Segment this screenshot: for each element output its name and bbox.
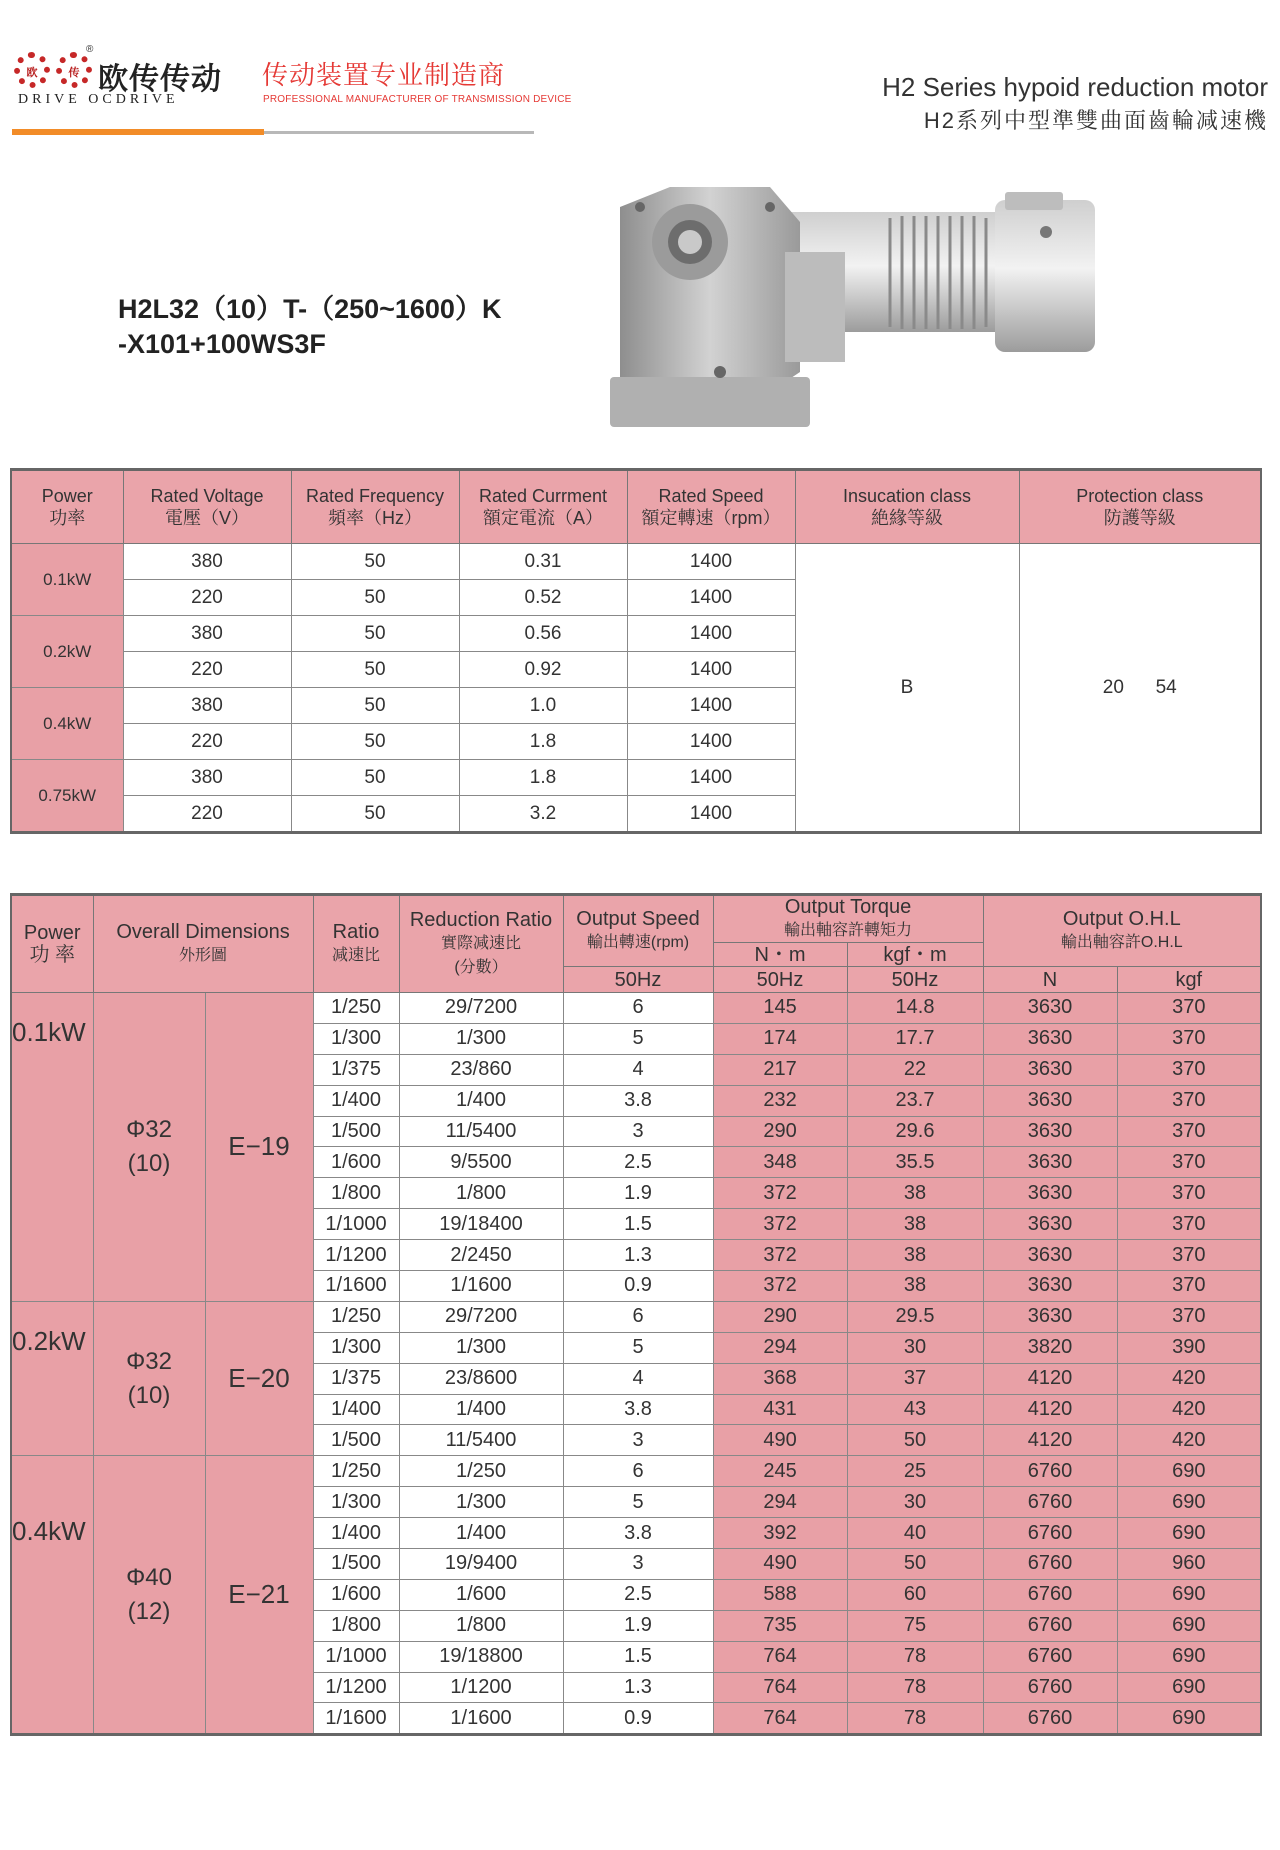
output-speed-cell: 3.8 [563, 1518, 713, 1549]
frequency-cell: 50 [291, 796, 459, 833]
header-frequency: Rated Frequency 頻率（Hz） [291, 470, 459, 544]
ohl-kgf-cell: 370 [1117, 1023, 1261, 1054]
ohl-n-cell: 4120 [983, 1394, 1117, 1425]
torque-kgfm-cell: 37 [847, 1363, 983, 1394]
torque-nm-cell: 490 [713, 1549, 847, 1580]
ratio-cell: 1/250 [313, 1301, 399, 1332]
frequency-cell: 50 [291, 580, 459, 616]
ohl-kgf-cell: 390 [1117, 1332, 1261, 1363]
voltage-cell: 220 [123, 724, 291, 760]
torque-kgfm-cell: 50 [847, 1549, 983, 1580]
ratio-cell: 1/375 [313, 1054, 399, 1085]
torque-kgfm-cell: 75 [847, 1610, 983, 1641]
header-power: Power 功率 [11, 470, 123, 544]
ohl-kgf-cell: 960 [1117, 1549, 1261, 1580]
brand-name-en: DRIVE OCDRIVE [18, 92, 179, 107]
reduction-ratio-cell: 2/2450 [399, 1240, 563, 1271]
shaft-diameter: Φ32 [126, 1347, 172, 1375]
ohl-n-cell: 3630 [983, 1116, 1117, 1147]
output-speed-cell: 0.9 [563, 1271, 713, 1302]
torque-nm-cell: 764 [713, 1672, 847, 1703]
power-cell: 0.1kW [11, 993, 93, 1302]
ohl-n-cell: 6760 [983, 1672, 1117, 1703]
ohl-kgf-cell: 690 [1117, 1456, 1261, 1487]
ratio-cell: 1/375 [313, 1363, 399, 1394]
dimension-code-cell: E−21 [205, 1456, 313, 1735]
torque-kgfm-cell: 38 [847, 1209, 983, 1240]
output-speed-cell: 3.8 [563, 1394, 713, 1425]
header-current: Rated Currment 額定電流（A） [459, 470, 627, 544]
torque-nm-cell: 431 [713, 1394, 847, 1425]
output-speed-cell: 0.9 [563, 1703, 713, 1735]
torque-kgfm-cell: 30 [847, 1332, 983, 1363]
table-row [11, 993, 1261, 1024]
brand-name-cn: 欧传传动 [98, 63, 222, 96]
ohl-kgf-cell: 370 [1117, 1054, 1261, 1085]
speed-cell: 1400 [627, 796, 795, 833]
output-speed-cell: 6 [563, 993, 713, 1024]
ohl-n-cell: 6760 [983, 1549, 1117, 1580]
header-reduction-ratio: Reduction Ratio 實際减速比 (分數） [399, 895, 563, 993]
current-cell: 3.2 [459, 796, 627, 833]
ratio-cell: 1/400 [313, 1085, 399, 1116]
reduction-ratio-cell: 1/1200 [399, 1672, 563, 1703]
torque-nm-cell: 245 [713, 1456, 847, 1487]
output-speed-cell: 3 [563, 1116, 713, 1147]
header-insulation: Insucation class 絶緣等級 [795, 470, 1019, 544]
ohl-n-cell: 4120 [983, 1425, 1117, 1456]
torque-kgfm-cell: 78 [847, 1641, 983, 1672]
reduction-ratio-cell: 1/300 [399, 1487, 563, 1518]
ratio-cell: 1/1000 [313, 1209, 399, 1240]
speed-cell: 1400 [627, 544, 795, 580]
reduction-ratio-cell: 1/1600 [399, 1271, 563, 1302]
torque-kgfm-cell: 30 [847, 1487, 983, 1518]
ratio-cell: 1/300 [313, 1487, 399, 1518]
ohl-kgf-cell: 690 [1117, 1487, 1261, 1518]
ohl-n-cell: 6760 [983, 1456, 1117, 1487]
header-torque-nm: N・m [713, 943, 847, 967]
ratio-cell: 1/300 [313, 1023, 399, 1054]
output-speed-cell: 4 [563, 1054, 713, 1085]
reduction-ratio-cell: 11/5400 [399, 1425, 563, 1456]
power-cell: 0.4kW [11, 688, 123, 760]
header-speed: Rated Speed 額定轉速（rpm） [627, 470, 795, 544]
ratio-cell: 1/1600 [313, 1703, 399, 1735]
header-torque-hz: 50Hz [847, 967, 983, 993]
torque-kgfm-cell: 60 [847, 1579, 983, 1610]
torque-kgfm-cell: 38 [847, 1240, 983, 1271]
header-power: Power 功 率 [11, 895, 93, 993]
reduction-ratio-cell: 1/1600 [399, 1703, 563, 1735]
ohl-n-cell: 6760 [983, 1487, 1117, 1518]
gear-motor-illustration [610, 182, 1106, 427]
ohl-kgf-cell: 420 [1117, 1363, 1261, 1394]
dimension-code-cell: E−19 [205, 993, 313, 1302]
frequency-cell: 50 [291, 544, 459, 580]
ratio-cell: 1/400 [313, 1394, 399, 1425]
ohl-kgf-cell: 370 [1117, 1178, 1261, 1209]
ratio-cell: 1/500 [313, 1549, 399, 1580]
reduction-ratio-cell: 1/300 [399, 1023, 563, 1054]
voltage-cell: 380 [123, 616, 291, 652]
output-speed-cell: 1.5 [563, 1209, 713, 1240]
torque-kgfm-cell: 17.7 [847, 1023, 983, 1054]
output-speed-cell: 5 [563, 1023, 713, 1054]
ohl-kgf-cell: 420 [1117, 1425, 1261, 1456]
torque-nm-cell: 490 [713, 1425, 847, 1456]
speed-cell: 1400 [627, 580, 795, 616]
model-line-2: -X101+100WS3F [118, 329, 326, 359]
torque-nm-cell: 290 [713, 1301, 847, 1332]
model-number [118, 292, 501, 362]
ohl-kgf-cell: 370 [1117, 1147, 1261, 1178]
brand-logo [12, 44, 237, 110]
voltage-cell: 380 [123, 544, 291, 580]
ohl-kgf-cell: 370 [1117, 993, 1261, 1024]
frequency-cell: 50 [291, 760, 459, 796]
output-speed-cell: 2.5 [563, 1147, 713, 1178]
shaft-diameter: Φ40 [126, 1563, 172, 1591]
ratio-cell: 1/600 [313, 1579, 399, 1610]
ohl-kgf-cell: 370 [1117, 1116, 1261, 1147]
ohl-n-cell: 4120 [983, 1363, 1117, 1394]
torque-nm-cell: 764 [713, 1641, 847, 1672]
ratio-cell: 1/1600 [313, 1271, 399, 1302]
dimension-cell [93, 1301, 205, 1455]
torque-nm-cell: 372 [713, 1240, 847, 1271]
ohl-kgf-cell: 370 [1117, 1085, 1261, 1116]
torque-nm-cell: 764 [713, 1703, 847, 1735]
insulation-class-cell: B [795, 544, 1019, 833]
table-row [11, 544, 1261, 580]
torque-nm-cell: 290 [713, 1116, 847, 1147]
header-output-speed: Output Speed 輸出轉速(rpm) [563, 895, 713, 967]
ohl-kgf-cell: 690 [1117, 1518, 1261, 1549]
ohl-kgf-cell: 420 [1117, 1394, 1261, 1425]
ratio-cell: 1/600 [313, 1147, 399, 1178]
model-line-1: H2L32（10）T-（250~1600）K [118, 294, 502, 324]
output-speed-cell: 6 [563, 1301, 713, 1332]
ohl-n-cell: 3630 [983, 1054, 1117, 1085]
current-cell: 0.31 [459, 544, 627, 580]
ohl-n-cell: 3630 [983, 1271, 1117, 1302]
ohl-n-cell: 6760 [983, 1610, 1117, 1641]
output-speed-cell: 5 [563, 1332, 713, 1363]
voltage-cell: 220 [123, 652, 291, 688]
speed-cell: 1400 [627, 688, 795, 724]
ohl-n-cell: 3630 [983, 1023, 1117, 1054]
ohl-n-cell: 3630 [983, 1240, 1117, 1271]
ratio-cell: 1/1200 [313, 1672, 399, 1703]
reduction-ratio-cell: 11/5400 [399, 1116, 563, 1147]
output-speed-cell: 5 [563, 1487, 713, 1518]
ratio-cell: 1/250 [313, 1456, 399, 1487]
ohl-n-cell: 6760 [983, 1641, 1117, 1672]
frequency-cell: 50 [291, 652, 459, 688]
table-row [11, 1301, 1261, 1332]
torque-nm-cell: 372 [713, 1209, 847, 1240]
protection-class-cell: 20 54 [1019, 544, 1261, 833]
ohl-n-cell: 3820 [983, 1332, 1117, 1363]
output-speed-cell: 3.8 [563, 1085, 713, 1116]
torque-kgfm-cell: 50 [847, 1425, 983, 1456]
ratio-cell: 1/800 [313, 1610, 399, 1641]
ratio-cell: 1/500 [313, 1425, 399, 1456]
output-speed-cell: 3 [563, 1549, 713, 1580]
power-cell: 0.1kW [11, 544, 123, 616]
dimension-cell [93, 993, 205, 1302]
torque-kgfm-cell: 23.7 [847, 1085, 983, 1116]
reduction-ratio-cell: 1/800 [399, 1178, 563, 1209]
reduction-ratio-cell: 19/18800 [399, 1641, 563, 1672]
output-speed-cell: 1.9 [563, 1610, 713, 1641]
reduction-ratio-cell: 19/18400 [399, 1209, 563, 1240]
output-speed-cell: 1.3 [563, 1240, 713, 1271]
torque-kgfm-cell: 78 [847, 1672, 983, 1703]
torque-kgfm-cell: 78 [847, 1703, 983, 1735]
reduction-ratio-cell: 23/860 [399, 1054, 563, 1085]
gear-logo-icon: 传 [56, 52, 92, 88]
torque-nm-cell: 372 [713, 1271, 847, 1302]
reduction-ratio-cell: 9/5500 [399, 1147, 563, 1178]
ratio-cell: 1/500 [313, 1116, 399, 1147]
torque-kgfm-cell: 29.6 [847, 1116, 983, 1147]
header-protection: Protection class 防護等級 [1019, 470, 1261, 544]
torque-kgfm-cell: 38 [847, 1178, 983, 1209]
slogan-en: PROFESSIONAL MANUFACTURER OF TRANSMISSION DEVICE [263, 94, 572, 105]
ohl-kgf-cell: 690 [1117, 1703, 1261, 1735]
header-accent-bar [12, 129, 264, 135]
current-cell: 1.0 [459, 688, 627, 724]
current-cell: 0.52 [459, 580, 627, 616]
torque-nm-cell: 217 [713, 1054, 847, 1085]
output-speed-cell: 2.5 [563, 1579, 713, 1610]
page-title-en: H2 Series hypoid reduction motor [882, 72, 1268, 102]
torque-nm-cell: 368 [713, 1363, 847, 1394]
ohl-n-cell: 3630 [983, 1301, 1117, 1332]
torque-kgfm-cell: 29.5 [847, 1301, 983, 1332]
ratio-cell: 1/250 [313, 993, 399, 1024]
ohl-n-cell: 3630 [983, 1147, 1117, 1178]
torque-nm-cell: 174 [713, 1023, 847, 1054]
ohl-n-cell: 6760 [983, 1518, 1117, 1549]
header-ohl-kgf: kgf [1117, 967, 1261, 993]
reduction-ratio-cell: 1/400 [399, 1518, 563, 1549]
voltage-cell: 220 [123, 796, 291, 833]
torque-nm-cell: 372 [713, 1178, 847, 1209]
speed-cell: 1400 [627, 724, 795, 760]
frequency-cell: 50 [291, 688, 459, 724]
page-title-cn: H2系列中型準雙曲面齒輪减速機 [923, 108, 1268, 133]
ohl-kgf-cell: 690 [1117, 1579, 1261, 1610]
ohl-n-cell: 3630 [983, 993, 1117, 1024]
torque-kgfm-cell: 35.5 [847, 1147, 983, 1178]
header-ohl-n: N [983, 967, 1117, 993]
reduction-ratio-cell: 1/400 [399, 1085, 563, 1116]
motor-spec-table [10, 468, 1262, 834]
ohl-kgf-cell: 370 [1117, 1271, 1261, 1302]
speed-cell: 1400 [627, 616, 795, 652]
reduction-ratio-cell: 19/9400 [399, 1549, 563, 1580]
ratio-cell: 1/800 [313, 1178, 399, 1209]
ohl-kgf-cell: 370 [1117, 1240, 1261, 1271]
ratio-cell: 1/300 [313, 1332, 399, 1363]
header-torque-kgfm: kgf・m [847, 943, 983, 967]
torque-kgfm-cell: 38 [847, 1271, 983, 1302]
output-speed-cell: 1.9 [563, 1178, 713, 1209]
ohl-n-cell: 3630 [983, 1209, 1117, 1240]
reduction-ratio-cell: 29/7200 [399, 1301, 563, 1332]
torque-kgfm-cell: 25 [847, 1456, 983, 1487]
torque-kgfm-cell: 14.8 [847, 993, 983, 1024]
shaft-key: (10) [127, 1149, 171, 1177]
speed-cell: 1400 [627, 652, 795, 688]
ohl-n-cell: 6760 [983, 1703, 1117, 1735]
ratio-cell: 1/1000 [313, 1641, 399, 1672]
torque-nm-cell: 145 [713, 993, 847, 1024]
torque-nm-cell: 348 [713, 1147, 847, 1178]
header-output-torque: Output Torque 輸出軸容許轉矩力 [713, 895, 983, 943]
torque-kgfm-cell: 43 [847, 1394, 983, 1425]
torque-nm-cell: 735 [713, 1610, 847, 1641]
performance-table [10, 893, 1262, 1736]
table-row [11, 1456, 1261, 1487]
ratio-cell: 1/400 [313, 1518, 399, 1549]
reduction-ratio-cell: 1/250 [399, 1456, 563, 1487]
torque-nm-cell: 588 [713, 1579, 847, 1610]
header-ratio: Ratio 减速比 [313, 895, 399, 993]
shaft-key: (12) [127, 1597, 171, 1625]
power-cell: 0.4kW [11, 1456, 93, 1735]
current-cell: 0.92 [459, 652, 627, 688]
current-cell: 1.8 [459, 724, 627, 760]
ohl-kgf-cell: 690 [1117, 1672, 1261, 1703]
output-speed-cell: 3 [563, 1425, 713, 1456]
registered-mark-icon: ® [86, 44, 94, 55]
slogan-cn: 传动装置专业制造商 [262, 60, 506, 90]
torque-nm-cell: 232 [713, 1085, 847, 1116]
dimension-cell [93, 1456, 205, 1735]
reduction-ratio-cell: 1/800 [399, 1610, 563, 1641]
output-speed-cell: 1.3 [563, 1672, 713, 1703]
ohl-kgf-cell: 370 [1117, 1209, 1261, 1240]
shaft-key: (10) [127, 1381, 171, 1409]
frequency-cell: 50 [291, 724, 459, 760]
ohl-n-cell: 3630 [983, 1085, 1117, 1116]
torque-nm-cell: 392 [713, 1518, 847, 1549]
current-cell: 0.56 [459, 616, 627, 652]
ohl-n-cell: 3630 [983, 1178, 1117, 1209]
dimension-code-cell: E−20 [205, 1301, 313, 1455]
header-dimensions: Overall Dimensions 外形圖 [93, 895, 313, 993]
torque-kgfm-cell: 22 [847, 1054, 983, 1085]
header-divider [264, 131, 534, 134]
reduction-ratio-cell: 1/300 [399, 1332, 563, 1363]
reduction-ratio-cell: 1/600 [399, 1579, 563, 1610]
power-cell: 0.2kW [11, 1301, 93, 1455]
shaft-diameter: Φ32 [126, 1115, 172, 1143]
output-speed-cell: 1.5 [563, 1641, 713, 1672]
speed-cell: 1400 [627, 760, 795, 796]
reduction-ratio-cell: 23/8600 [399, 1363, 563, 1394]
voltage-cell: 220 [123, 580, 291, 616]
reduction-ratio-cell: 1/400 [399, 1394, 563, 1425]
voltage-cell: 380 [123, 760, 291, 796]
header-torque-hz: 50Hz [713, 967, 847, 993]
ohl-kgf-cell: 690 [1117, 1610, 1261, 1641]
power-cell: 0.2kW [11, 616, 123, 688]
torque-nm-cell: 294 [713, 1332, 847, 1363]
reduction-ratio-cell: 29/7200 [399, 993, 563, 1024]
voltage-cell: 380 [123, 688, 291, 724]
ohl-kgf-cell: 690 [1117, 1641, 1261, 1672]
torque-nm-cell: 294 [713, 1487, 847, 1518]
output-speed-cell: 6 [563, 1456, 713, 1487]
power-cell: 0.75kW [11, 760, 123, 833]
gear-logo-icon: 欧 [14, 52, 50, 88]
output-speed-cell: 4 [563, 1363, 713, 1394]
current-cell: 1.8 [459, 760, 627, 796]
header-voltage: Rated Voltage 電壓（V） [123, 470, 291, 544]
ratio-cell: 1/1200 [313, 1240, 399, 1271]
torque-kgfm-cell: 40 [847, 1518, 983, 1549]
ohl-kgf-cell: 370 [1117, 1301, 1261, 1332]
ohl-n-cell: 6760 [983, 1579, 1117, 1610]
header-speed-hz: 50Hz [563, 967, 713, 993]
frequency-cell: 50 [291, 616, 459, 652]
header-output-ohl: Output O.H.L 輸出軸容許O.H.L [983, 895, 1261, 967]
